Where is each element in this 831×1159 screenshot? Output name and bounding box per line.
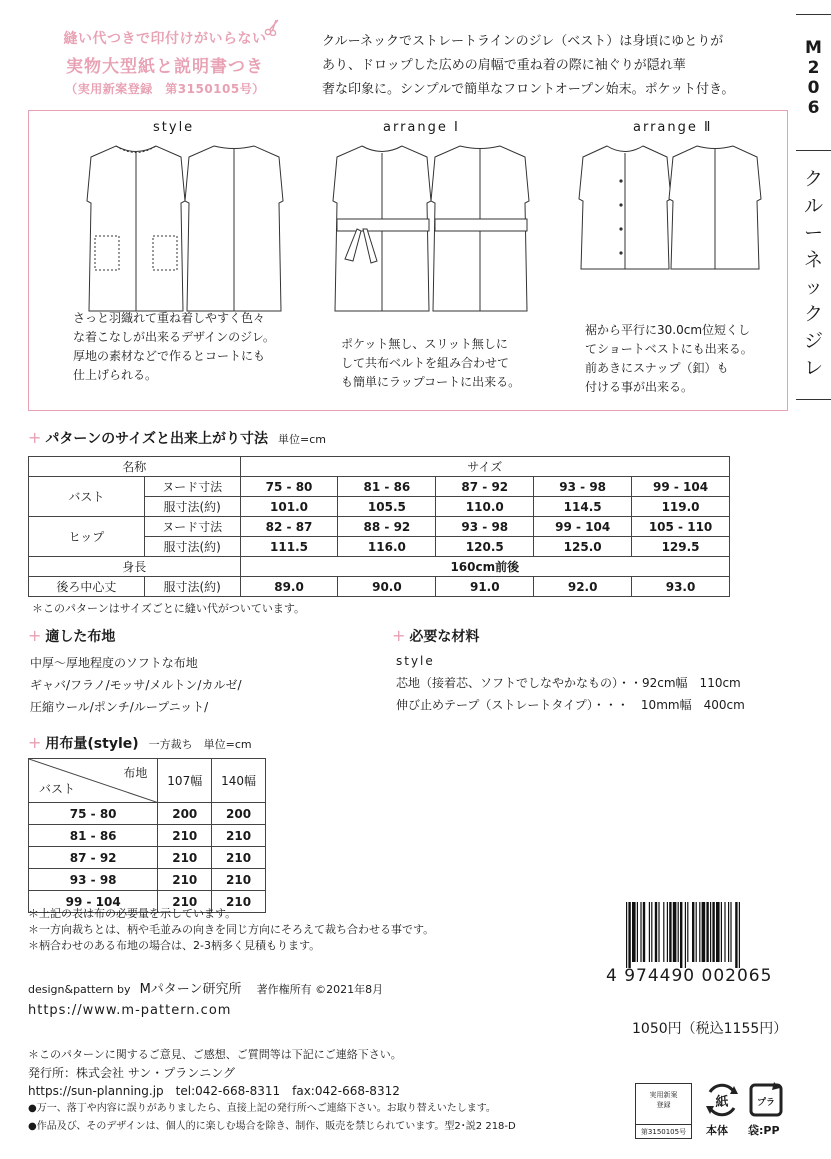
desc-line: も簡単にラップコートに出来る。 bbox=[341, 375, 521, 389]
company-name: Mパターン研究所 bbox=[139, 982, 242, 997]
table-cell: 120.5 bbox=[436, 537, 534, 557]
footer-line: ●万一、落丁や内容に誤りがありましたら、直接上記の発行所へご連絡下さい。お取り替えいたします。 bbox=[28, 1103, 496, 1114]
table-cell: 82 - 87 bbox=[240, 517, 338, 537]
table-cell: 92.0 bbox=[534, 577, 632, 597]
table-cell: 160cm前後 bbox=[240, 557, 729, 577]
arrange2-description bbox=[585, 321, 753, 397]
barcode-bar bbox=[687, 902, 688, 962]
yardage-table bbox=[28, 758, 266, 913]
table-cell: 114.5 bbox=[534, 497, 632, 517]
table-row bbox=[29, 477, 730, 497]
table-row bbox=[29, 825, 266, 847]
table-cell: 93 - 98 bbox=[534, 477, 632, 497]
table-header: 107幅 bbox=[158, 759, 212, 803]
barcode-bar bbox=[716, 902, 720, 962]
code-char: M bbox=[805, 38, 822, 58]
registration-line: 第3150105号 bbox=[636, 1124, 691, 1137]
size-table bbox=[28, 456, 730, 597]
style-description bbox=[73, 309, 275, 385]
table-row bbox=[29, 803, 266, 825]
desc-line: 付ける事が出来る。 bbox=[585, 380, 694, 394]
table-cell: 81 - 86 bbox=[29, 825, 158, 847]
table-cell: 210 bbox=[212, 869, 266, 891]
intro-line: 奢な印象に。シンプルで簡単なフロントオープン始末。ポケット付き。 bbox=[322, 82, 735, 97]
barcode-bar bbox=[655, 902, 657, 962]
barcode-bar bbox=[669, 902, 671, 962]
plastic-mark: プラ bbox=[756, 1098, 776, 1108]
credits-line bbox=[28, 978, 383, 997]
intro-text bbox=[322, 30, 782, 102]
barcode-bar bbox=[651, 902, 652, 962]
table-cell: 210 bbox=[158, 847, 212, 869]
table-cell: 110.0 bbox=[436, 497, 534, 517]
sidebar-divider bbox=[796, 14, 831, 15]
style-label: style bbox=[153, 120, 195, 135]
barcode-bar bbox=[728, 902, 729, 962]
table-row bbox=[29, 457, 730, 477]
table-cell: 93.0 bbox=[632, 577, 730, 597]
table-cell: 89.0 bbox=[240, 577, 338, 597]
table-row bbox=[29, 577, 730, 597]
paper-label: 本体 bbox=[706, 1124, 728, 1137]
desc-line: して共布ベルトを組み合わせて bbox=[341, 356, 510, 370]
barcode-number: 4 974490 002065 bbox=[606, 966, 773, 986]
barcode-bar bbox=[640, 902, 641, 962]
desc-line: 裾から平行に30.0cm位短くし bbox=[585, 323, 751, 337]
table-header: サイズ bbox=[240, 457, 729, 477]
barcode-bar bbox=[678, 902, 679, 962]
table-cell: 88 - 92 bbox=[338, 517, 436, 537]
fabric-line: 中厚～厚地程度のソフトな布地 bbox=[30, 656, 198, 670]
size-note: ＊このパターンはサイズごとに縫い代がついています。 bbox=[32, 602, 306, 615]
intro-line: あり、ドロップした広めの肩幅で重ね着の際に袖ぐりが隠れ華 bbox=[322, 58, 686, 73]
note-line: ＊柄合わせのある布地の場合は、2-3柄多く見積もります。 bbox=[28, 939, 321, 952]
table-cell: 116.0 bbox=[338, 537, 436, 557]
table-header: 140幅 bbox=[212, 759, 266, 803]
barcode-bar bbox=[739, 902, 740, 968]
table-cell: 服寸法(約) bbox=[144, 577, 240, 597]
style-illustrations-box bbox=[28, 110, 788, 411]
note-line: ＊一方向裁ちとは、柄や毛並みの向きを同じ方向にそろえて裁ち合わせる事です。 bbox=[28, 923, 435, 936]
code-char: 2 bbox=[807, 58, 820, 78]
name-char: ク bbox=[803, 168, 823, 190]
table-cell: 125.0 bbox=[534, 537, 632, 557]
material-line: 伸び止めテープ（ストレートタイプ）・・・ 10mm幅 400cm bbox=[396, 698, 745, 712]
table-cell: 服寸法(約) bbox=[144, 497, 240, 517]
size-section-title: + パターンのサイズと出来上がり寸法 単位=cm bbox=[28, 428, 326, 447]
promo-line-2: 実物大型紙と説明書つき bbox=[66, 57, 264, 77]
sidebar-divider bbox=[796, 150, 831, 151]
table-cell: バスト bbox=[29, 477, 145, 517]
barcode-bar bbox=[696, 902, 697, 962]
table-cell: 210 bbox=[212, 891, 266, 913]
corner-bottom-label: バスト bbox=[39, 782, 76, 796]
desc-line: 仕上げられる。 bbox=[73, 368, 158, 382]
table-cell: 91.0 bbox=[436, 577, 534, 597]
barcode-bar bbox=[673, 902, 677, 962]
desc-line: 前あきにスナップ（釦）も bbox=[585, 361, 729, 375]
table-cell: 129.5 bbox=[632, 537, 730, 557]
barcode-bar bbox=[706, 902, 708, 962]
registration-line: 登録 bbox=[656, 1101, 671, 1109]
table-row bbox=[29, 759, 266, 803]
table-cell: 81 - 86 bbox=[338, 477, 436, 497]
materials-list bbox=[396, 672, 745, 716]
table-cell: 87 - 92 bbox=[29, 847, 158, 869]
name-char: ネ bbox=[803, 249, 823, 271]
barcode-bar bbox=[663, 902, 664, 962]
barcode-bar bbox=[699, 902, 700, 962]
table-cell: 200 bbox=[212, 803, 266, 825]
barcode-bar bbox=[724, 902, 725, 962]
table-header: 名称 bbox=[29, 457, 241, 477]
corner-top-label: 布地 bbox=[123, 766, 148, 780]
arrange2-label: arrange Ⅱ bbox=[633, 120, 713, 135]
barcode-bar bbox=[710, 902, 711, 962]
materials-section-title: + 必要な材料 bbox=[392, 626, 480, 645]
name-char: ジ bbox=[803, 330, 823, 352]
plastic-label: 袋:PP bbox=[748, 1124, 780, 1137]
name-char: ク bbox=[803, 303, 823, 325]
name-char: ル bbox=[803, 195, 823, 217]
style-front-drawing bbox=[81, 141, 191, 313]
arrange2-back-drawing bbox=[665, 141, 765, 271]
table-cell: ヒップ bbox=[29, 517, 145, 557]
table-cell: 99 - 104 bbox=[29, 891, 158, 913]
barcode-icon bbox=[624, 902, 784, 968]
table-cell: 210 bbox=[212, 847, 266, 869]
barcode-bar bbox=[637, 902, 638, 962]
table-cell: 101.0 bbox=[240, 497, 338, 517]
scissors-icon bbox=[264, 18, 282, 36]
footer-line: https://sun-planning.jp tel:042-668-8311 fax:042-668-8312 bbox=[28, 1084, 400, 1098]
arrange1-front-drawing bbox=[327, 141, 437, 313]
promo-line-3: （実用新案登録 第3150105号） bbox=[65, 82, 265, 96]
paper-mark: 紙 bbox=[715, 1095, 729, 1110]
table-cell: 90.0 bbox=[338, 577, 436, 597]
footer-line: ＊このパターンに関するご意見、ご感想、ご質問等は下記にご連絡下さい。 bbox=[28, 1048, 402, 1061]
product-name-vertical bbox=[796, 166, 831, 382]
design-prefix: design&pattern by bbox=[28, 983, 131, 996]
barcode-bar bbox=[730, 902, 731, 962]
sidebar bbox=[796, 14, 831, 404]
table-cell: 111.5 bbox=[240, 537, 338, 557]
copyright: 著作権所有 ©2021年8月 bbox=[256, 983, 384, 996]
table-cell: 75 - 80 bbox=[240, 477, 338, 497]
barcode-bar bbox=[721, 902, 722, 962]
table-cell: 105 - 110 bbox=[632, 517, 730, 537]
materials-style-label: style bbox=[396, 654, 435, 668]
fabric-section-title: + 適した布地 bbox=[28, 626, 116, 645]
barcode-bar bbox=[649, 902, 650, 962]
arrange1-back-drawing bbox=[425, 141, 535, 313]
website-link[interactable]: https://www.m-pattern.com bbox=[28, 1003, 232, 1018]
table-cell: 99 - 104 bbox=[534, 517, 632, 537]
desc-line: さっと羽織れて重ね着しやすく色々 bbox=[73, 311, 266, 325]
table-row bbox=[29, 517, 730, 537]
table-cell: 210 bbox=[158, 869, 212, 891]
fabric-line: ギャバ/フラノ/モッサ/メルトン/カルゼ/ bbox=[30, 678, 242, 692]
desc-line: ポケット無し、スリット無しに bbox=[341, 337, 508, 351]
yardage-notes bbox=[28, 906, 434, 954]
style-back-drawing bbox=[179, 141, 289, 313]
barcode-bar bbox=[735, 902, 737, 968]
promo-block bbox=[30, 28, 300, 97]
table-cell: 210 bbox=[158, 825, 212, 847]
desc-line: な着こなしが出来るデザインのジレ。 bbox=[73, 330, 275, 344]
registration-box bbox=[635, 1083, 692, 1139]
name-char: レ bbox=[803, 357, 823, 379]
yardage-section-title: + 用布量(style) 一方裁ち 単位=cm bbox=[28, 733, 252, 752]
desc-line: 厚地の素材などで作るとコートにも bbox=[73, 349, 266, 363]
table-cell: 210 bbox=[158, 891, 212, 913]
barcode-bar bbox=[628, 902, 630, 968]
table-cell: 200 bbox=[158, 803, 212, 825]
arrange1-label: arrange Ⅰ bbox=[383, 120, 460, 135]
table-cell: ヌード寸法 bbox=[144, 517, 240, 537]
table-row bbox=[29, 557, 730, 577]
name-char: ー bbox=[803, 222, 823, 244]
desc-line: てショートベストにも出来る。 bbox=[585, 342, 753, 356]
table-row bbox=[29, 847, 266, 869]
barcode-bar bbox=[712, 902, 714, 962]
sidebar-divider bbox=[796, 399, 831, 400]
paper-recycle-icon bbox=[704, 1082, 740, 1118]
table-cell: 後ろ中心丈 bbox=[29, 577, 145, 597]
barcode-bar bbox=[667, 902, 668, 962]
table-cell: ヌード寸法 bbox=[144, 477, 240, 497]
barcode-bar bbox=[632, 902, 636, 962]
barcode-bar bbox=[692, 902, 694, 962]
barcode-bar bbox=[643, 902, 645, 962]
arrange2-front-drawing bbox=[575, 141, 675, 271]
price: 1050円（税込1155円） bbox=[632, 1021, 788, 1037]
footer-line: 発行所：株式会社 サン・プランニング bbox=[28, 1066, 235, 1080]
plastic-recycle-icon bbox=[748, 1082, 784, 1118]
table-cell: 210 bbox=[212, 825, 266, 847]
intro-line: クルーネックでストレートラインのジレ（ベスト）は身頃にゆとりが bbox=[322, 34, 724, 49]
barcode-bar bbox=[702, 902, 706, 962]
table-cell: 87 - 92 bbox=[436, 477, 534, 497]
table-cell: 105.5 bbox=[338, 497, 436, 517]
footer bbox=[28, 1046, 516, 1136]
table-cell: 75 - 80 bbox=[29, 803, 158, 825]
name-char: ッ bbox=[803, 276, 823, 298]
table-cell: 服寸法(約) bbox=[144, 537, 240, 557]
arrange1-description bbox=[341, 335, 520, 392]
barcode-bar bbox=[680, 902, 682, 968]
table-cell: 99 - 104 bbox=[632, 477, 730, 497]
footer-line: ●作品及び、そのデザインは、個人的に楽しむ場合を除き、制作、販売を禁じられています。型2･説2 218-D bbox=[28, 1121, 516, 1132]
registration-line: 実用新案 bbox=[649, 1091, 678, 1099]
table-cell: 93 - 98 bbox=[29, 869, 158, 891]
code-char: 6 bbox=[807, 98, 820, 118]
promo-line-1: 縫い代つきで印付けがいらない bbox=[63, 31, 267, 47]
barcode-bar bbox=[685, 902, 686, 968]
table-cell: 119.0 bbox=[632, 497, 730, 517]
fabric-line: 圧縮ウール/ポンチ/ループニット/ bbox=[30, 700, 209, 714]
fabric-list bbox=[30, 652, 242, 718]
material-line: 芯地（接着芯、ソフトでしなやかなもの）・・92cm幅 110cm bbox=[396, 676, 741, 690]
code-char: 0 bbox=[807, 78, 820, 98]
table-row bbox=[29, 869, 266, 891]
barcode-bar bbox=[626, 902, 627, 968]
table-cell: 93 - 98 bbox=[436, 517, 534, 537]
table-corner bbox=[29, 759, 158, 803]
product-code bbox=[796, 38, 831, 118]
note-line: ＊上記の表は布の必要量を示しています。 bbox=[28, 907, 237, 920]
table-cell: 身長 bbox=[29, 557, 241, 577]
barcode-bar bbox=[658, 902, 659, 962]
